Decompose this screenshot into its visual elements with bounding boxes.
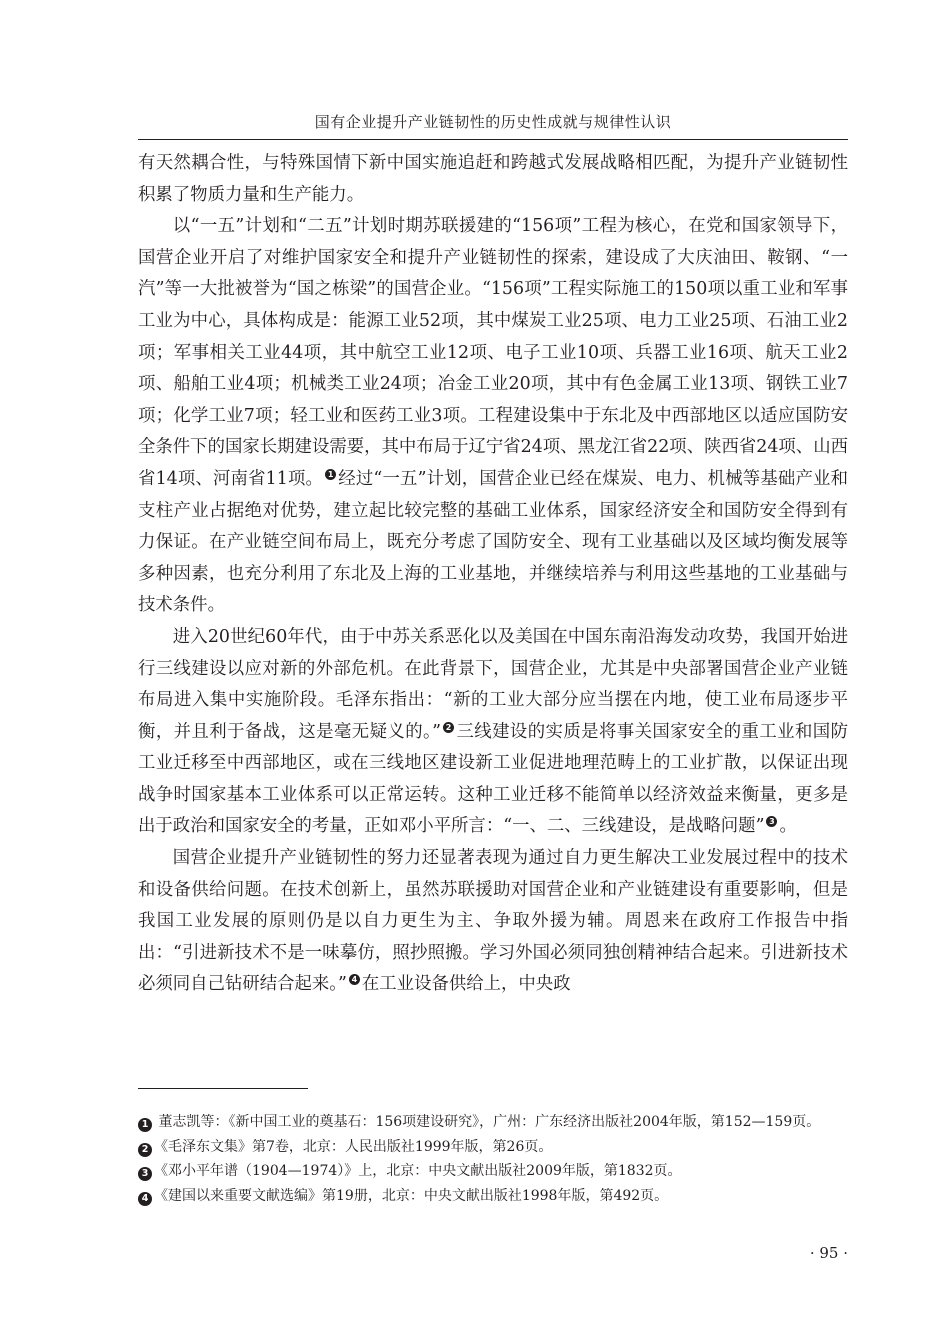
footnotes: [138, 1110, 848, 1208]
footnote-text: 《毛泽东文集》第7卷，北京：人民出版社1999年版，第26页。: [154, 1138, 553, 1155]
footnote-ref-4[interactable]: 4: [349, 974, 360, 985]
paragraph-text: 以“一五”计划和“二五”计划时期苏联援建的“156项”工程为核心，在党和国家领导下，国营企业开启了对维护国家安全和提升产业链韧性的探索，建设成了大庆油田、鞍钢、“一汽”等一大批被誉为“国之栋梁”的国营企业。“156项”工程实际施工的150项以重工业和军事工业为中心，具体构成是：能源工业52项，其中煤炭工业25项、电力工业25项、石油工业2项；军事相关工业44项，其中航空工业12项、电子工业10项、兵器工业16项、航天工业2项、船舶工业4项；机械类工业24项；冶金工业20项，其中有色金属工业13项、钢铁工业7项；化学工业7项；轻工业和医药工业3项。工程建设集中于东北及中西部地区以适应国防安全条件下的国家长期建设需要，其中布局于辽宁省24项、黑龙江省22项、陕西省24项、山西省14项、河南省11项。: [138, 216, 848, 489]
paragraph-text: 。: [779, 816, 797, 837]
footnote-2: [138, 1135, 848, 1160]
header-rule: [138, 139, 848, 140]
footnote-marker: 2: [138, 1143, 152, 1157]
paragraph-text: 进入20世纪60年代，由于中苏关系恶化以及美国在中国东南沿海发动攻势，我国开始进行三线建设以应对新的外部危机。在此背景下，国营企业，尤其是中央部署国营企业产业链布局进入集中实施阶段。毛泽东指出：“新的工业大部分应当摆在内地，使工业布局逐步平衡，并且利于备战，这是毫无疑义的。”: [138, 626, 848, 742]
paragraph-continued: 有天然耦合性，与特殊国情下新中国实施追赶和跨越式发展战略相匹配，为提升产业链韧性积累了物质力量和生产能力。: [138, 153, 848, 205]
footnote-3: [138, 1159, 848, 1184]
paragraph-text: 三线建设的实质是将事关国家安全的重工业和国防工业迁移至中西部地区，或在三线地区建设新工业促进地理范畴上的工业扩散，以保证出现战争时国家基本工业体系可以正常运转。这种工业迁移不能简单以经济效益来衡量，更多是出于政治和国家安全的考量，正如邓小平所言：“一、二、三线建设，是战略问题”: [138, 721, 848, 837]
footnote-text: 《建国以来重要文献选编》第19册，北京：中央文献出版社1998年版，第492页。: [154, 1187, 669, 1204]
footnote-ref-2[interactable]: 2: [443, 722, 454, 733]
paragraph-third-front: [138, 622, 848, 843]
footnote-text: 《邓小平年谱（1904—1974）》上，北京：中央文献出版社2009年版，第1832页。: [154, 1163, 682, 1179]
paragraph-text: 经过“一五”计划，国营企业已经在煤炭、电力、机械等基础产业和支柱产业占据绝对优势，建立起比较完整的基础工业体系，国家经济安全和国防安全得到有力保证。在产业链空间布局上，既充分考虑了国防安全、现有工业基础以及区域均衡发展等多种因素，也充分利用了东北及上海的工业基地，并继续培养与利用这些基地的工业基础与技术条件。: [138, 468, 848, 616]
footnote-marker: 3: [138, 1167, 152, 1181]
footnote-marker: 1: [138, 1118, 152, 1132]
running-header: 国有企业提升产业链韧性的历史性成就与规律性认识: [314, 113, 672, 131]
footnote-ref-3[interactable]: 3: [766, 816, 777, 827]
paragraph-self-reliance: [138, 843, 848, 1001]
page-number: · 95 ·: [809, 1244, 848, 1262]
footnote-marker: 4: [138, 1192, 152, 1206]
body-text: [138, 148, 848, 1001]
footnote-4: [138, 1184, 848, 1209]
paragraph-text: 国营企业提升产业链韧性的努力还显著表现为通过自力更生解决工业发展过程中的技术和设备供给问题。在技术创新上，虽然苏联援助对国营企业和产业链建设有重要影响，但是我国工业发展的原则仍是以自力更生为主、争取外援为辅。周恩来在政府工作报告中指出：“引进新技术不是一味摹仿，照抄照搬。学习外国必须同独创精神结合起来。引进新技术必须同自己钻研结合起来。”: [138, 848, 848, 995]
footnote-text: 董志凯等：《新中国工业的奠基石：156项建设研究》，广州：广东经济出版社2004年版，第152—159页。: [154, 1114, 821, 1130]
footnote-1: [138, 1110, 848, 1135]
paragraph-156-projects: [138, 211, 848, 622]
footnote-ref-1[interactable]: 1: [325, 469, 336, 480]
paragraph-text: 在工业设备供给上，中央政: [361, 974, 571, 995]
footnote-divider: [138, 1088, 308, 1089]
